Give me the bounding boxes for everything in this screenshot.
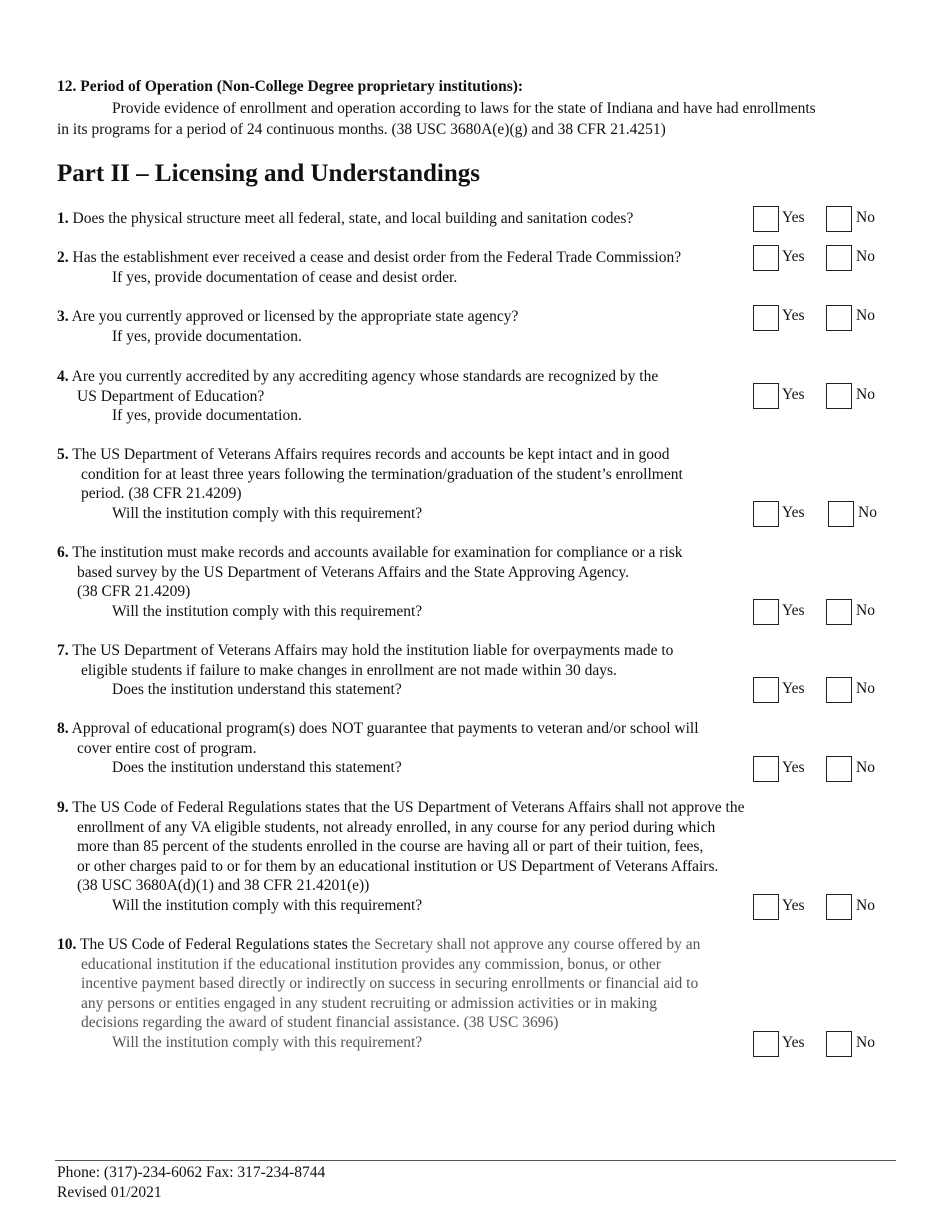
question-9-text-5: (38 USC 3680A(d)(1) and 38 CFR 21.4201(e)) xyxy=(77,877,370,895)
question-3-yes-label: Yes xyxy=(782,307,805,324)
question-6-text-1: The institution must make records and accounts available for examination for compliance or a risk xyxy=(72,544,683,561)
question-6-no-label: No xyxy=(856,602,875,619)
question-2-yes-checkbox[interactable] xyxy=(753,245,779,271)
question-4-text-3: If yes, provide documentation. xyxy=(112,407,302,425)
question-10-text-1: he Secretary shall not approve any course offered by an xyxy=(355,936,701,953)
question-4-yes-checkbox[interactable] xyxy=(753,383,779,409)
question-10-text-4: any persons or entities engaged in any student recruiting or admission activities or in making xyxy=(81,994,657,1012)
question-1-text-1: Does the physical structure meet all federal, state, and local building and sanitation codes? xyxy=(72,210,634,227)
question-3-yes-checkbox[interactable] xyxy=(753,305,779,331)
question-9-text-3: more than 85 percent of the students enrolled in the course are having all or part of their tuition, fees, xyxy=(77,838,704,856)
question-6-text-2: based survey by the US Department of Veterans Affairs and the State Approving Agency. xyxy=(77,563,629,581)
question-5-no-checkbox[interactable] xyxy=(828,501,854,527)
question-7-no-checkbox[interactable] xyxy=(826,677,852,703)
question-10-text-2: educational institution if the educational institution provides any commission, bonus, or other xyxy=(81,955,661,973)
question-4-text-1: Are you currently accredited by any accrediting agency whose standards are recognized by the xyxy=(71,368,659,385)
question-3-number: 3. xyxy=(57,308,69,325)
question-6-no-checkbox[interactable] xyxy=(826,599,852,625)
question-10 xyxy=(57,935,857,1053)
question-10-no-checkbox[interactable] xyxy=(826,1031,852,1057)
question-4-text-2: US Department of Education? xyxy=(77,387,265,405)
question-2-yes-label: Yes xyxy=(782,248,805,265)
question-9-yes-checkbox[interactable] xyxy=(753,894,779,920)
question-9-text-1: The US Code of Federal Regulations states that the US Department of Veterans Affairs shall not approve the xyxy=(72,799,745,816)
question-4 xyxy=(57,367,757,426)
question-5-text-4: Will the institution comply with this requirement? xyxy=(112,504,423,522)
question-10-text-6: Will the institution comply with this requirement? xyxy=(112,1033,423,1051)
question-7-text-3: Does the institution understand this statement? xyxy=(112,681,402,699)
question-5-number: 5. xyxy=(57,446,69,463)
question-8-no-label: No xyxy=(856,759,875,776)
question-7-text-2: eligible students if failure to make changes in enrollment are not made within 30 days. xyxy=(81,661,617,679)
question-10-number: 10. xyxy=(57,936,77,953)
question-2-number: 2. xyxy=(57,249,69,266)
question-8-text-1: Approval of educational program(s) does NOT guarantee that payments to veteran and/or school will xyxy=(71,720,699,737)
question-9-text-6: Will the institution comply with this requirement? xyxy=(112,896,423,914)
footer-revised: Revised 01/2021 xyxy=(57,1184,162,1201)
question-2-no-checkbox[interactable] xyxy=(826,245,852,271)
question-6-number: 6. xyxy=(57,544,69,561)
question-8-yes-checkbox[interactable] xyxy=(753,756,779,782)
question-8-yes-label: Yes xyxy=(782,759,805,776)
question-1 xyxy=(57,209,757,229)
question-1-yes-label: Yes xyxy=(782,209,805,226)
question-5-text-3: period. (38 CFR 21.4209) xyxy=(81,485,242,503)
question-7-yes-label: Yes xyxy=(782,680,805,697)
question-5-yes-checkbox[interactable] xyxy=(753,501,779,527)
question-9-no-label: No xyxy=(856,897,875,914)
question-3-no-checkbox[interactable] xyxy=(826,305,852,331)
question-7-no-label: No xyxy=(856,680,875,697)
question-7-text-1: The US Department of Veterans Affairs may hold the institution liable for overpayments made to xyxy=(72,642,674,659)
question-10-lead: The US Code of Federal Regulations states t xyxy=(79,936,356,953)
question-9-no-checkbox[interactable] xyxy=(826,894,852,920)
question-9-yes-label: Yes xyxy=(782,897,805,914)
question-2-no-label: No xyxy=(856,248,875,265)
question-10-no-label: No xyxy=(856,1034,875,1051)
question-2-text-2: If yes, provide documentation of cease and desist order. xyxy=(112,268,458,286)
part-2-heading: Part II – Licensing and Understandings xyxy=(57,160,480,187)
question-5-yes-label: Yes xyxy=(782,504,805,521)
section-12-title: 12. Period of Operation (Non-College Degree proprietary institutions): xyxy=(57,78,524,95)
question-2-text-1: Has the establishment ever received a cease and desist order from the Federal Trade Commission? xyxy=(72,249,682,266)
footer-phone: Phone: (317)-234-6062 Fax: 317-234-8744 xyxy=(57,1164,326,1181)
question-9-text-4: or other charges paid to or for them by an educational institution or US Department of Veterans Affairs. xyxy=(77,857,719,875)
question-7 xyxy=(57,641,757,700)
question-1-yes-checkbox[interactable] xyxy=(753,206,779,232)
question-1-no-checkbox[interactable] xyxy=(826,206,852,232)
question-10-text-5: decisions regarding the award of student financial assistance. (38 USC 3696) xyxy=(81,1014,559,1032)
question-6-yes-label: Yes xyxy=(782,602,805,619)
question-5-text-2: condition for at least three years following the termination/graduation of the student’s enrollment xyxy=(81,465,683,483)
question-10-text-3: incentive payment based directly or indirectly on success in securing enrollments or financial aid to xyxy=(81,975,699,993)
question-5 xyxy=(57,445,757,523)
question-9 xyxy=(57,798,857,916)
question-3-text-1: Are you currently approved or licensed by the appropriate state agency? xyxy=(71,308,519,325)
question-7-number: 7. xyxy=(57,642,69,659)
section-12-line-2: in its programs for a period of 24 continuous months. (38 USC 3680A(e)(g) and 38 CFR 21.4251) xyxy=(57,121,666,138)
question-2 xyxy=(57,248,757,287)
question-6 xyxy=(57,543,757,621)
question-10-yes-label: Yes xyxy=(782,1034,805,1051)
section-12-body xyxy=(57,98,897,140)
question-8 xyxy=(57,719,757,778)
question-3-no-label: No xyxy=(856,307,875,324)
question-4-no-label: No xyxy=(856,386,875,403)
question-8-no-checkbox[interactable] xyxy=(826,756,852,782)
question-6-yes-checkbox[interactable] xyxy=(753,599,779,625)
question-5-text-1: The US Department of Veterans Affairs requires records and accounts be kept intact and in good xyxy=(72,446,670,463)
footer-divider xyxy=(55,1160,896,1161)
question-10-yes-checkbox[interactable] xyxy=(753,1031,779,1057)
question-4-yes-label: Yes xyxy=(782,386,805,403)
question-3-text-2: If yes, provide documentation. xyxy=(112,327,302,345)
question-6-text-3: (38 CFR 21.4209) xyxy=(77,583,191,601)
question-8-text-3: Does the institution understand this statement? xyxy=(112,759,402,777)
question-8-text-2: cover entire cost of program. xyxy=(77,739,257,757)
question-9-number: 9. xyxy=(57,799,69,816)
section-12-line-1: Provide evidence of enrollment and operation according to laws for the state of Indiana and have had enrollments xyxy=(112,100,816,117)
question-7-yes-checkbox[interactable] xyxy=(753,677,779,703)
question-6-text-4: Will the institution comply with this requirement? xyxy=(112,602,423,620)
question-3 xyxy=(57,307,757,346)
question-1-number: 1. xyxy=(57,210,69,227)
question-1-no-label: No xyxy=(856,209,875,226)
question-8-number: 8. xyxy=(57,720,69,737)
question-5-no-label: No xyxy=(858,504,877,521)
question-4-number: 4. xyxy=(57,368,69,385)
question-9-text-2: enrollment of any VA eligible students, not already enrolled, in any course for any period during which xyxy=(77,818,716,836)
question-4-no-checkbox[interactable] xyxy=(826,383,852,409)
